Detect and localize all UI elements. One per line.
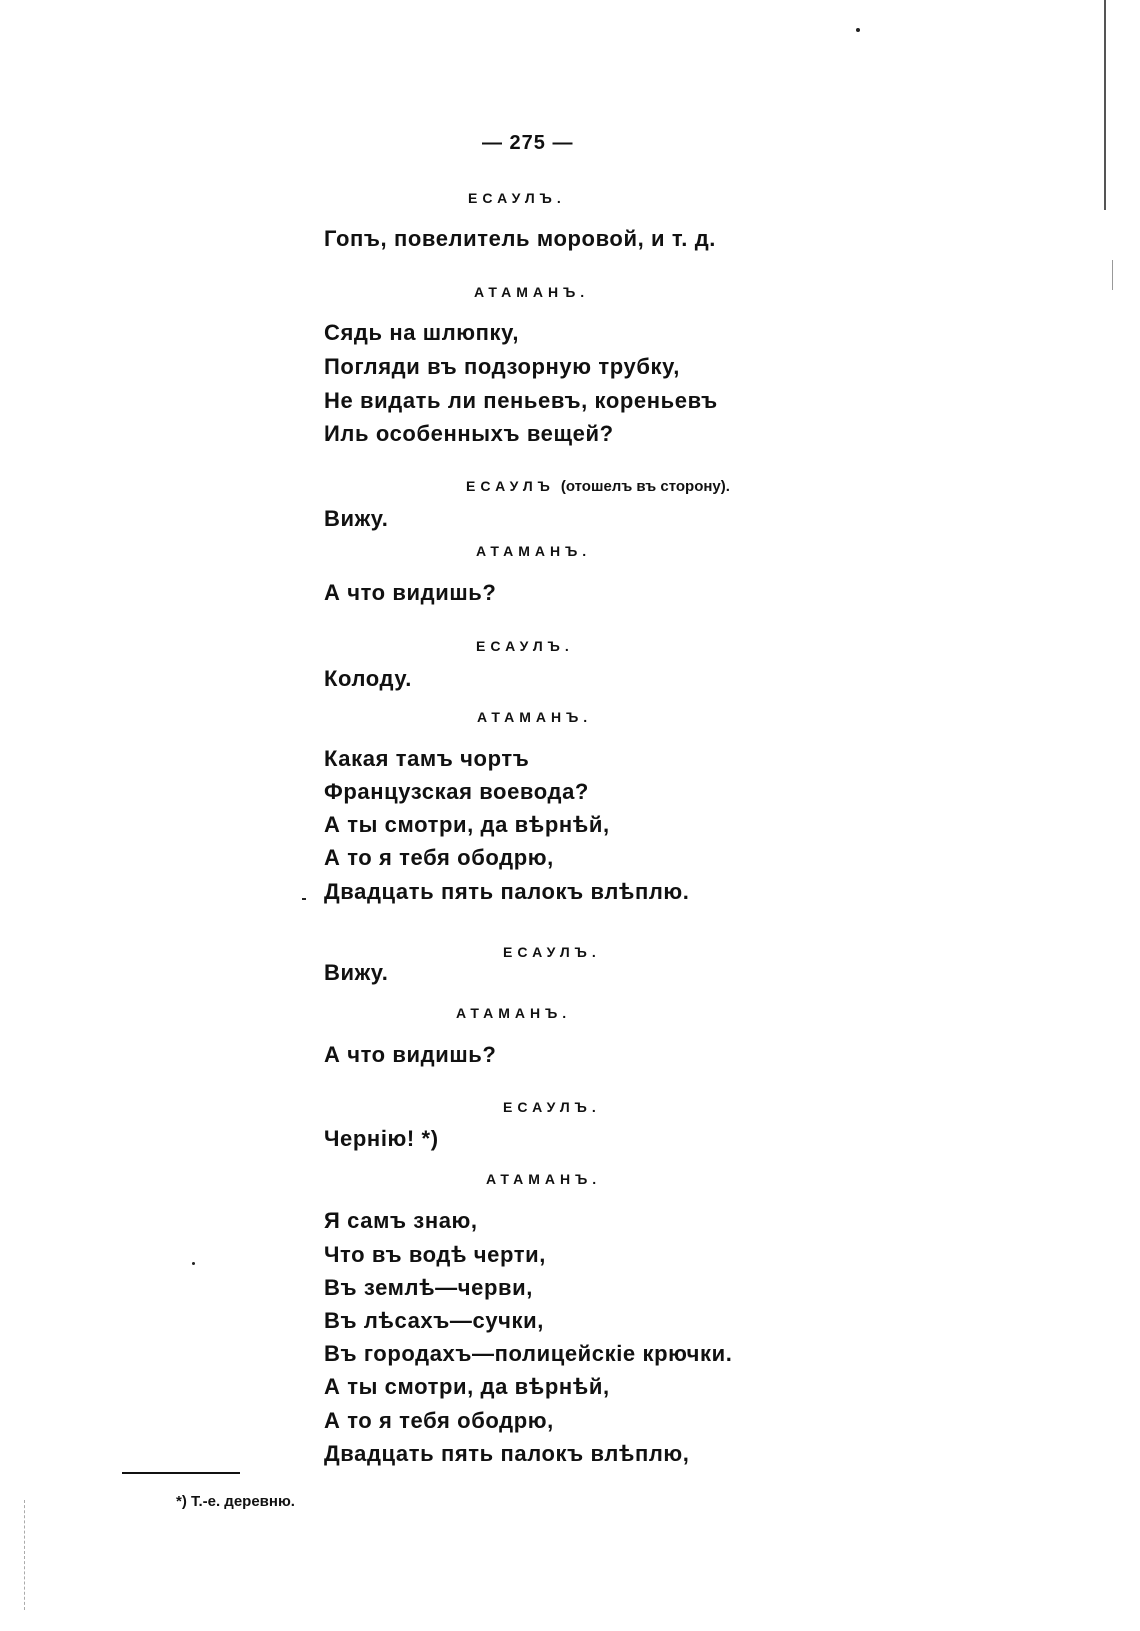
verse-line: Какая тамъ чортъ [324, 746, 530, 771]
verse-line: Двадцать пять палокъ влѣплю, [324, 1441, 690, 1466]
page-edge-shadow [1112, 260, 1113, 290]
verse-line: Вижу. [324, 960, 389, 985]
speaker-label: АТАМАНЪ. [477, 709, 593, 725]
verse-line: А то я тебя ободрю, [324, 845, 554, 870]
verse-line: Иль особенныхъ вещей? [324, 421, 614, 446]
speaker-label: ЕСАУЛЪ. [476, 638, 574, 654]
verse-line: А ты смотри, да вѣрнѣй, [324, 812, 610, 837]
stage-direction: (отошелъ въ сторону). [560, 478, 730, 495]
scan-speck [192, 1262, 195, 1265]
speaker-label [466, 478, 730, 495]
verse-line: Вижу. [324, 506, 389, 531]
speaker-label: АТАМАНЪ. [456, 1005, 572, 1021]
speaker-label: АТАМАНЪ. [474, 284, 590, 300]
verse-line: Двадцать пять палокъ влѣплю. [324, 879, 690, 904]
verse-line: Чернію! *) [324, 1126, 439, 1151]
footnote-rule [122, 1472, 240, 1474]
speaker-name: ЕСАУЛЪ [466, 478, 555, 494]
verse-line: Что въ водѣ черти, [324, 1242, 546, 1267]
verse-line: Въ лѣсахъ—сучки, [324, 1308, 544, 1333]
page-edge-shadow [1104, 0, 1106, 210]
verse-line: Гопъ, повелитель моровой, и т. д. [324, 226, 716, 251]
scan-speck [302, 898, 306, 900]
verse-line: Французская воевода? [324, 779, 589, 804]
verse-line: Колоду. [324, 666, 412, 691]
verse-line: А что видишь? [324, 1042, 497, 1067]
verse-line: Я самъ знаю, [324, 1208, 478, 1233]
verse-line: Погляди въ подзорную трубку, [324, 354, 681, 379]
page-edge-shadow [24, 1500, 25, 1610]
verse-line: А что видишь? [324, 580, 497, 605]
verse-line: Сядь на шлюпку, [324, 320, 520, 345]
verse-line: А ты смотри, да вѣрнѣй, [324, 1374, 610, 1399]
verse-line: А то я тебя ободрю, [324, 1408, 554, 1433]
page-number: — 275 — [482, 132, 574, 154]
verse-line: Не видать ли пеньевъ, кореньевъ [324, 388, 718, 413]
verse-line: Въ землѣ—черви, [324, 1275, 533, 1300]
speaker-label: АТАМАНЪ. [476, 543, 592, 559]
scan-speck [856, 28, 860, 32]
speaker-label: ЕСАУЛЪ. [503, 944, 601, 960]
verse-line: Въ городахъ—полицейскіе крючки. [324, 1341, 733, 1366]
speaker-label: ЕСАУЛЪ. [468, 190, 566, 206]
speaker-label: АТАМАНЪ. [486, 1171, 602, 1187]
footnote: *) Т.-е. деревню. [176, 1493, 295, 1510]
speaker-label: ЕСАУЛЪ. [503, 1099, 601, 1115]
